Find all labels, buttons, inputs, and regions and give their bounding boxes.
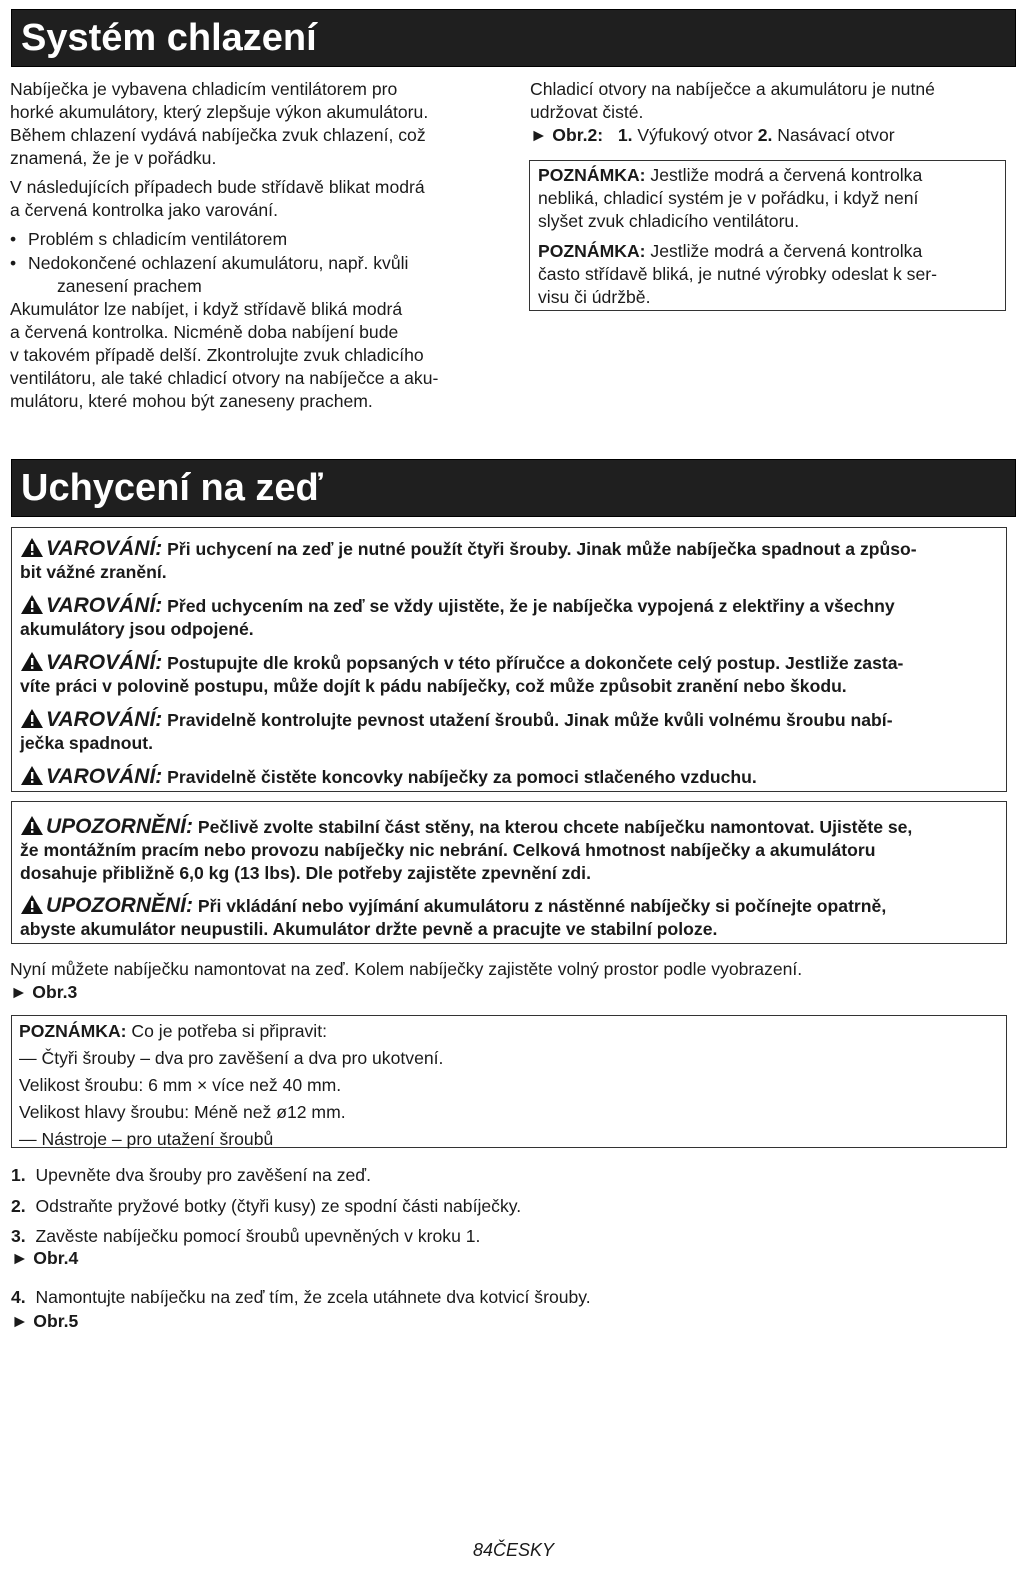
note-box — [529, 160, 1006, 311]
section-title-wall-mount: Uchycení na zeď — [11, 459, 1016, 517]
paragraph: Akumulátor lze nabíjet, i když střídavě bliká modrá a červená kontrolka. Nicméně doba nabíjení bude v takovém případě delší. Zkontrolujte zvuk chladicího ventilátoru, ale také chladicí otvory na nabíječce a aku- mulátoru, které mohou být zaneseny prachem. — [10, 299, 439, 411]
note: POZNÁMKA: Jestliže modrá a červená kontrolka nebliká, chladicí systém je v pořádku, i když není slyšet zvuk chladicího ventilátoru. — [538, 165, 923, 231]
warning: VAROVÁNÍ: Při uchycení na zeď je nutné použít čtyři šrouby. Jinak může nabíječka spadnout a způso- bit vážné zranění. — [20, 537, 917, 582]
step: 4. Namontujte nabíječku na zeď tím, že zcela utáhnete dva kotvicí šrouby. — [11, 1287, 591, 1307]
warning-icon — [20, 708, 44, 729]
caution-box — [11, 801, 1007, 944]
intro-paragraph: Nyní můžete nabíječku namontovat na zeď. Kolem nabíječky zajistěte volný prostor podle vyobrazení. ► Obr.3 — [10, 958, 1010, 1004]
figure-reference: ► Obr.3 — [10, 982, 78, 1002]
list-item: • Problém s chladicím ventilátorem — [10, 229, 288, 249]
prep-note-box — [11, 1015, 1007, 1148]
warning-icon — [20, 815, 44, 836]
figure-reference: ► Obr.4 — [11, 1248, 79, 1268]
section-title-cooling: Systém chlazení — [11, 9, 1016, 67]
note-line: — Čtyři šrouby – dva pro zavěšení a dva pro ukotvení. — [19, 1048, 444, 1068]
warning: VAROVÁNÍ: Před uchycením na zeď se vždy ujistěte, že je nabíječka vypojená z elektřiny a všechny akumulátory jsou odpojené. — [20, 594, 895, 639]
figure-reference: ► Obr.2: 1. Výfukový otvor 2. Nasávací otvor — [530, 125, 895, 145]
warning: VAROVÁNÍ: Pravidelně kontrolujte pevnost utažení šroubů. Jinak může kvůli volnému šroubu nabí- ječka spadnout. — [20, 708, 893, 753]
note-heading: POZNÁMKA: Co je potřeba si připravit: — [19, 1021, 327, 1041]
warning-icon — [20, 765, 44, 786]
cooling-left-column — [10, 78, 500, 419]
note-line: Velikost hlavy šroubu: Méně než ø12 mm. — [19, 1102, 346, 1122]
caution: UPOZORNĚNÍ: Pečlivě zvolte stabilní část stěny, na kterou chcete nabíječku namontovat. Ujistěte se, že montážním pracím nebo provozu nabíječky nic nebrání. Celková hmotnost nabíječky a akumulátoru dosahuje přibližně 6,0 kg (13 lbs). Dle potřeby zajistěte zpevnění zdi. — [20, 815, 913, 883]
note-line: Velikost šroubu: 6 mm × více než 40 mm. — [19, 1075, 342, 1095]
note-line: — Nástroje – pro utažení šroubů — [19, 1129, 274, 1149]
warning: VAROVÁNÍ: Postupujte dle kroků popsaných v této příručce a dokončete celý postup. Jestliže zasta- víte práci v polovině postupu, může dojít k pádu nabíječky, což může způsobit zranění nebo škodu. — [20, 651, 904, 696]
list-item: • Nedokončené ochlazení akumulátoru, např. kvůli — [10, 253, 409, 273]
step: 2. Odstraňte pryžové botky (čtyři kusy) ze spodní části nabíječky. — [11, 1196, 522, 1216]
warning-icon — [20, 651, 44, 672]
step: 1. Upevněte dva šrouby pro zavěšení na zeď. — [11, 1165, 371, 1185]
step: 3. Zavěste nabíječku pomocí šroubů upevněných v kroku 1. — [11, 1226, 481, 1246]
warning-box — [11, 527, 1007, 792]
figure-reference: ► Obr.5 — [11, 1311, 79, 1331]
warning: VAROVÁNÍ: Pravidelně čistěte koncovky nabíječky za pomoci stlačeného vzduchu. — [20, 765, 998, 789]
paragraph: Chladicí otvory na nabíječce a akumulátoru je nutné udržovat čisté. — [530, 79, 935, 122]
paragraph: Nabíječka je vybavena chladicím ventilátorem pro horké akumulátory, který zlepšuje výkon akumulátoru. Během chlazení vydává nabíječka zvuk chlazení, což znamená, že je v pořádku. — [10, 79, 429, 168]
page-footer: 84ČESKY — [472, 1540, 555, 1560]
note: POZNÁMKA: Jestliže modrá a červená kontrolka často střídavě bliká, je nutné výrobky odeslat k ser- visu či údržbě. — [538, 241, 937, 307]
list-item-continuation: zanesení prachem — [57, 276, 202, 296]
warning-icon — [20, 594, 44, 615]
cooling-right-column — [530, 78, 1010, 147]
warning-icon — [20, 537, 44, 558]
caution: UPOZORNĚNÍ: Při vkládání nebo vyjímání akumulátoru z nástěnné nabíječky si počínejte opatrně, abyste akumulátor neupustili. Akumulátor držte pevně a pracujte ve stabilní poloze. — [20, 894, 887, 939]
paragraph: V následujících případech bude střídavě blikat modrá a červená kontrolka jako varování. — [10, 177, 425, 220]
warning-icon — [20, 894, 44, 915]
